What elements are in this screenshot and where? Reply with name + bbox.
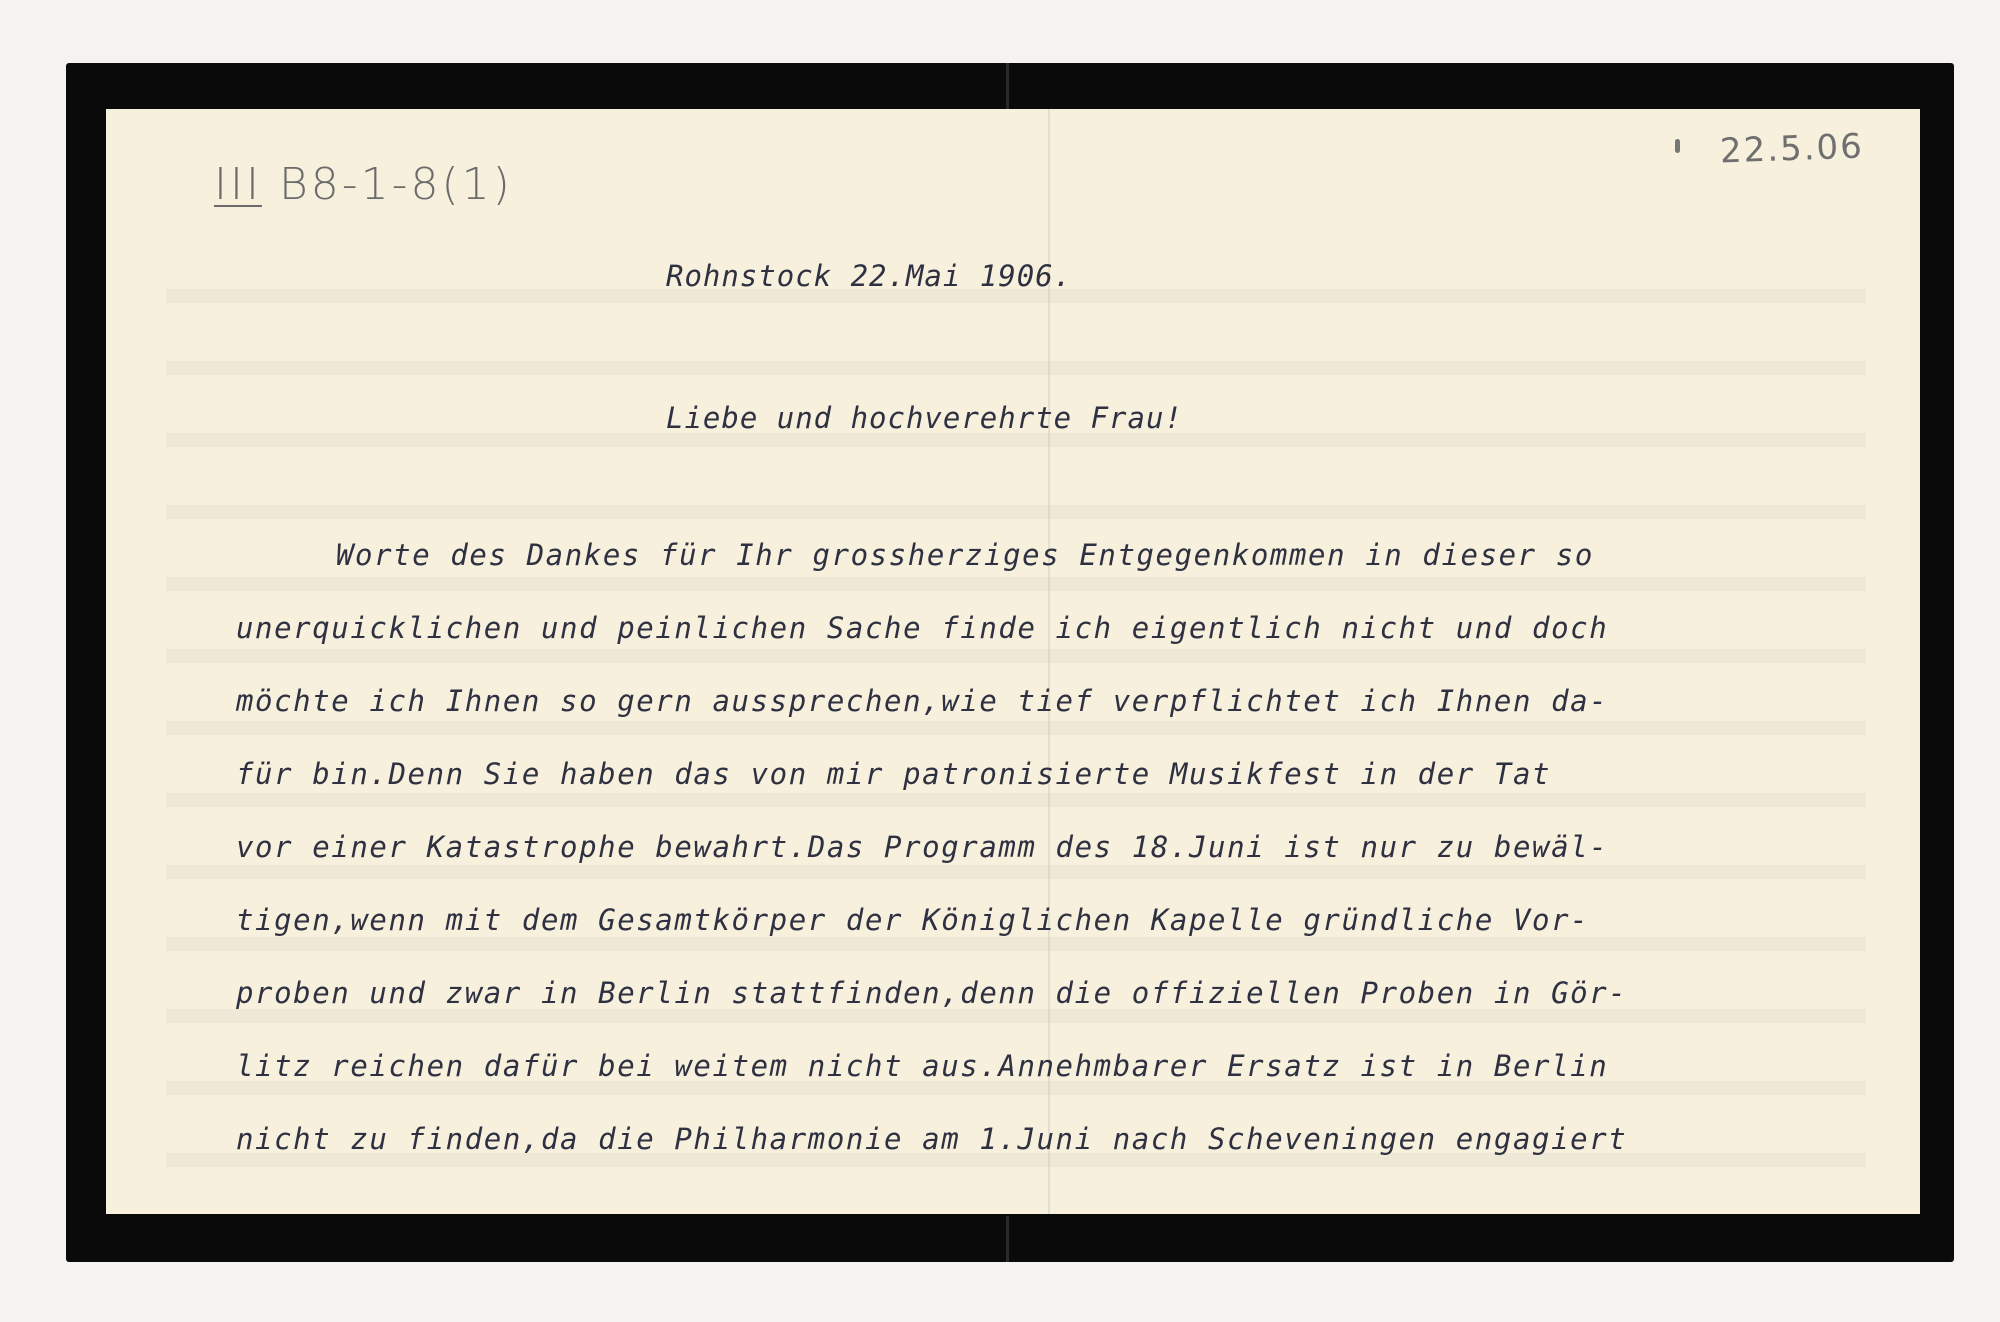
letter-paper bbox=[106, 109, 1920, 1214]
body-line: proben und zwar in Berlin stattfinden,denn die offiziellen Proben in Gör- bbox=[236, 976, 1628, 1010]
body-line: unerquicklichen und peinlichen Sache finde ich eigentlich nicht und doch bbox=[236, 611, 1609, 645]
archive-ref-roman: III bbox=[214, 159, 262, 210]
body-line: möchte ich Ihnen so gern aussprechen,wie tief verpflichtet ich Ihnen da- bbox=[236, 684, 1609, 718]
mourning-card-border bbox=[66, 63, 1954, 1262]
body-line: vor einer Katastrophe bewahrt.Das Programm des 18.Juni ist nur zu bewäl- bbox=[236, 830, 1609, 864]
body-line: litz reichen dafür bei weitem nicht aus.Annehmbarer Ersatz ist in Berlin bbox=[236, 1049, 1609, 1083]
card-fold-top bbox=[1006, 63, 1009, 109]
body-line: tigen,wenn mit dem Gesamtkörper der Königlichen Kapelle gründliche Vor- bbox=[236, 903, 1590, 937]
letter-salutation: Liebe und hochverehrte Frau! bbox=[666, 401, 1183, 435]
archive-ref-number: B8-1-8(1) bbox=[278, 159, 513, 210]
pencil-date: 22.5.06 bbox=[1719, 126, 1865, 172]
body-line: Worte des Dankes für Ihr grossherziges Entgegenkommen in dieser so bbox=[336, 538, 1594, 572]
pencil-mark bbox=[1675, 139, 1680, 153]
body-line: für bin.Denn Sie haben das von mir patronisierte Musikfest in der Tat bbox=[236, 757, 1552, 791]
archive-reference bbox=[214, 159, 513, 210]
letter-date-line: Rohnstock 22.Mai 1906. bbox=[666, 259, 1073, 293]
body-line: nicht zu finden,da die Philharmonie am 1.Juni nach Scheveningen engagiert bbox=[236, 1122, 1628, 1156]
card-fold-bottom bbox=[1006, 1216, 1009, 1262]
letter-body bbox=[236, 519, 1866, 1176]
